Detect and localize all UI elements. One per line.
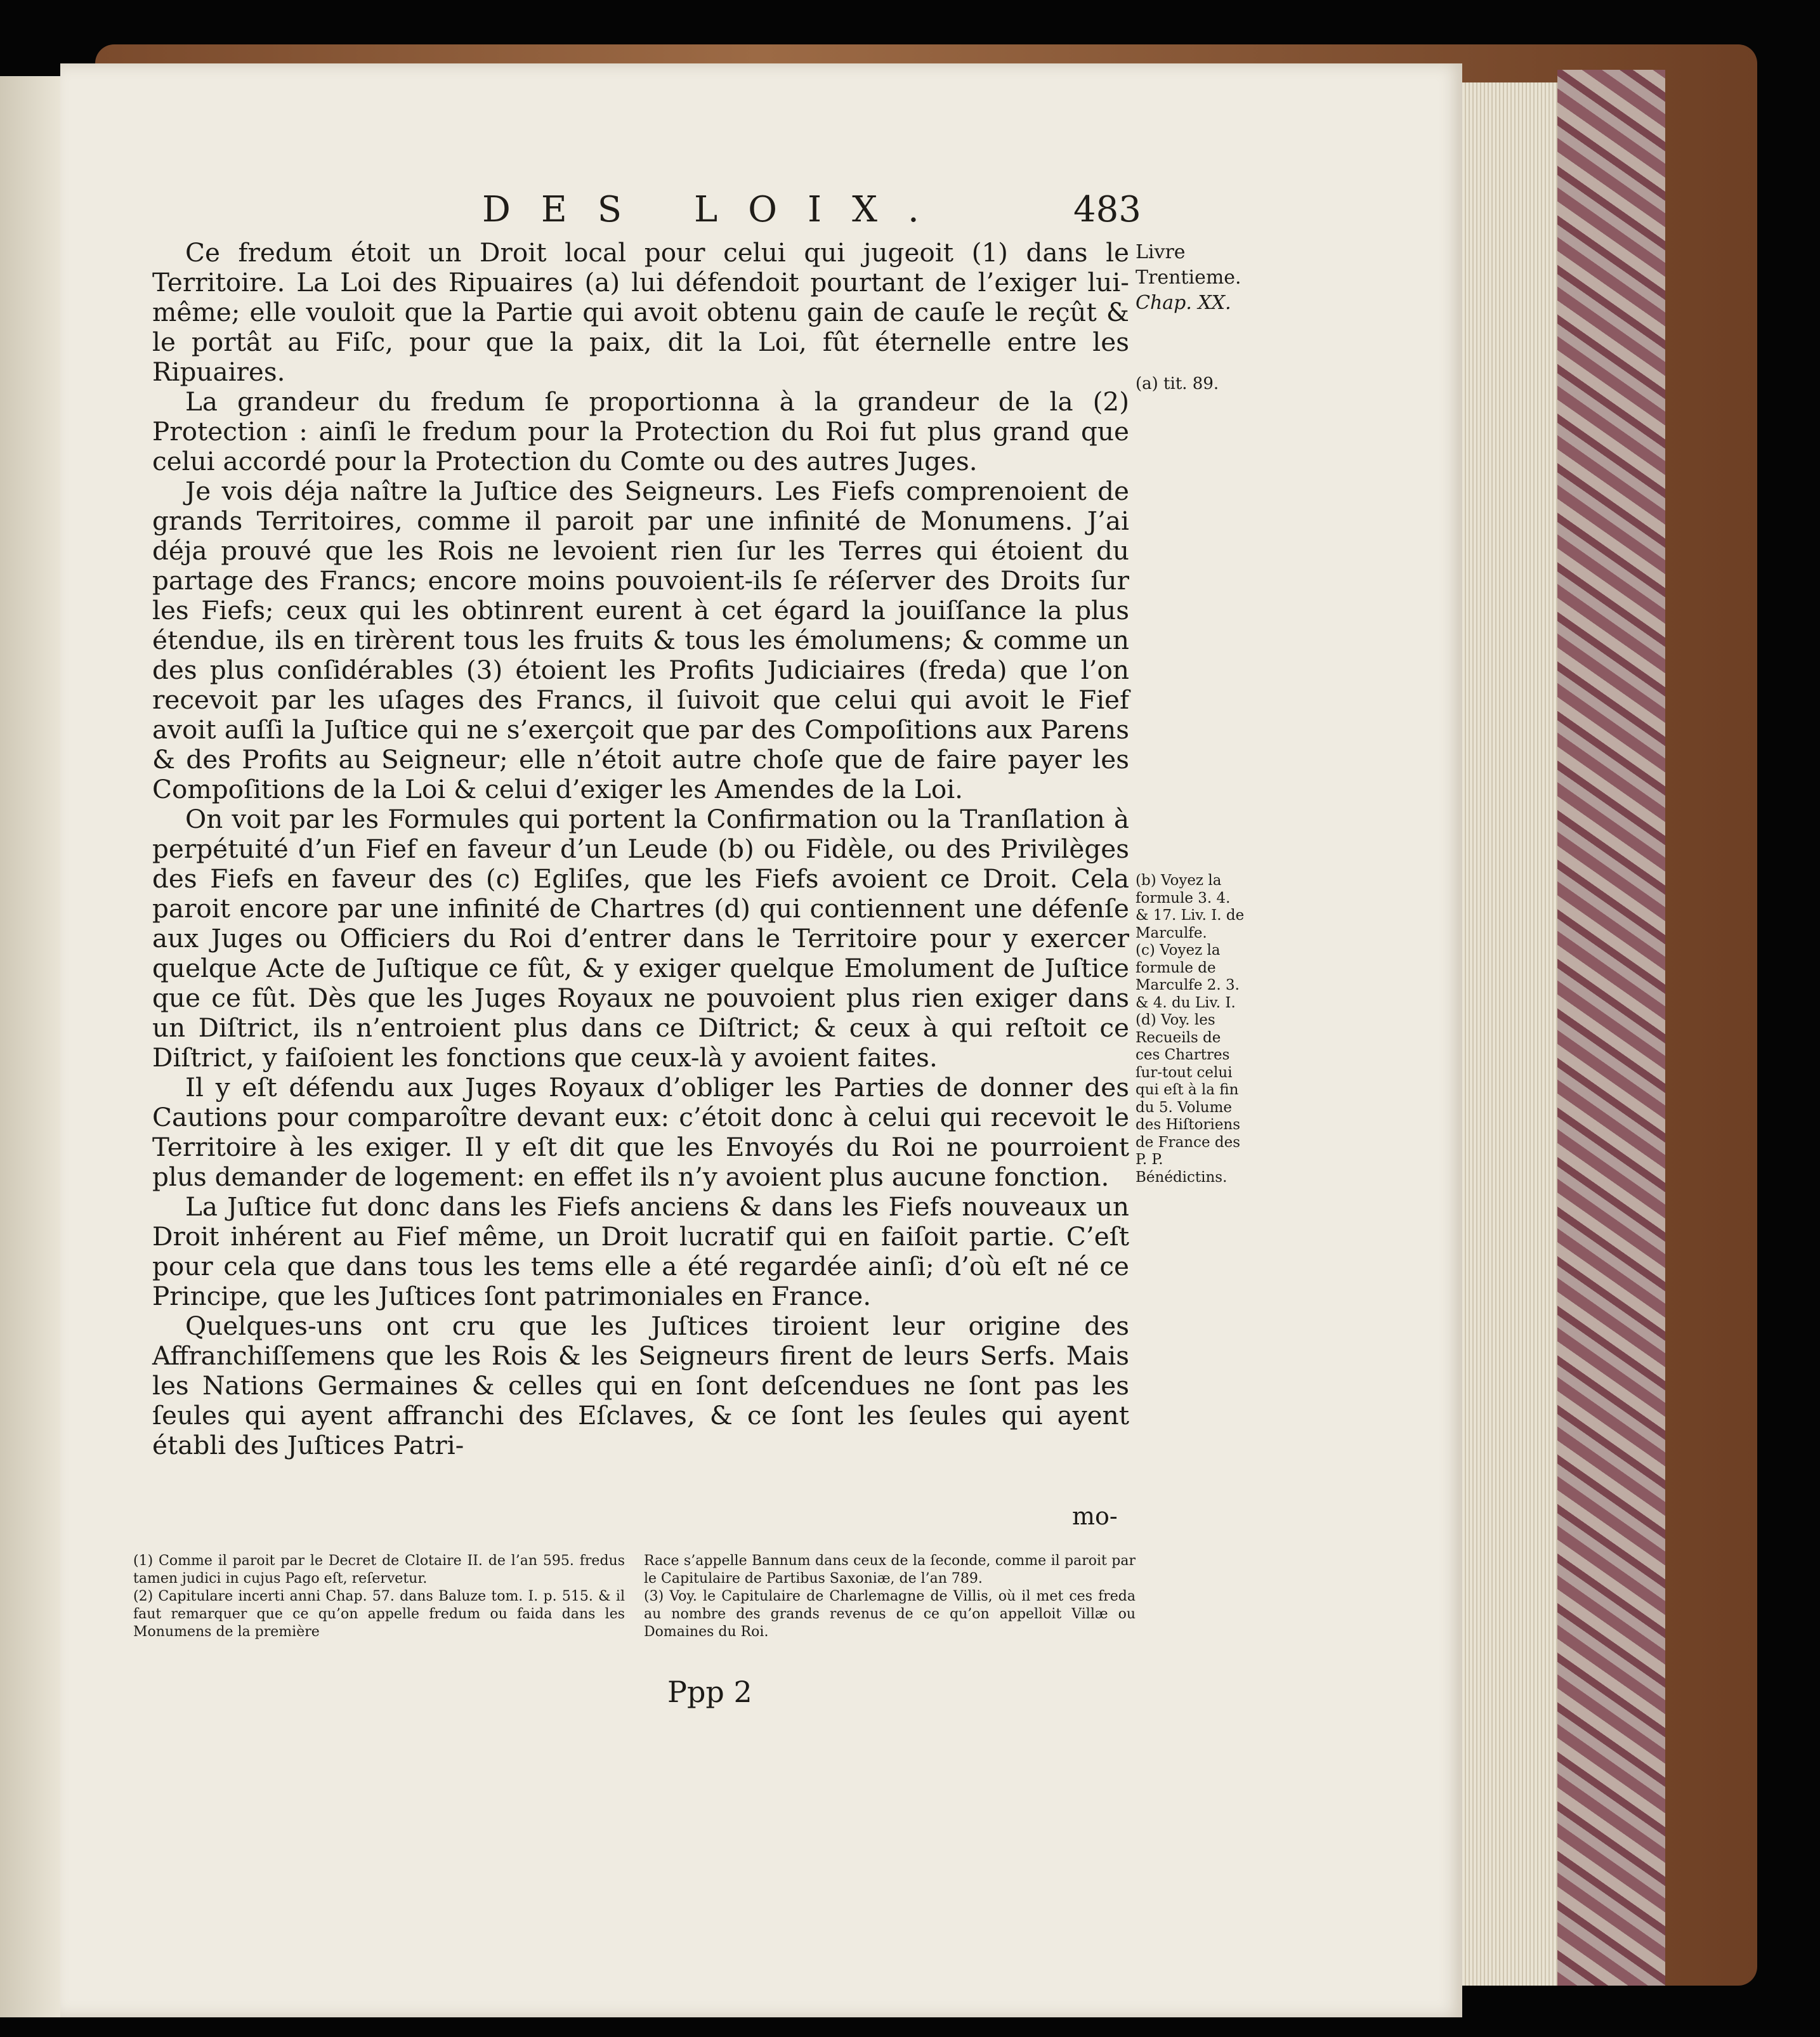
paragraph: Quelques-uns ont cru que les Juſtices tiroient leur origine des Affranchiſſemens que les Rois & les Seigneurs firent de leurs Serfs. Mais les Nations Germaines & celles qui en ſont deſcendues ne ſont pas les ſeules qui ayent affranchi des Eſclaves, & ce ſont les ſeules qui ayent établi des Juſtices Patri- [152,1311,1129,1460]
margin-note: (c) Voyez la formule de Marculfe 2. 3. & 4. du Liv. I. [1136,942,1240,1011]
main-text [152,238,1129,1460]
facing-page-edge [0,76,60,2017]
footnotes-left [133,1552,625,1641]
marbled-endpaper [1557,70,1665,1986]
running-title: DES LOIX. [482,189,950,230]
paragraph: La Juſtice fut donc dans les Fiefs anciens & dans les Fiefs nouveaux un Droit inhérent au Fief même, un Droit lucratif qui en faiſoit partie. C’eſt pour cela que dans tous les tems elle a été regardée ainſi; d’où eſt né ce Principe, que les Juſtices ſont patrimoniales en France. [152,1191,1129,1311]
book-label: Livre Trentieme. [1136,241,1241,289]
page-number: 483 [1073,189,1141,230]
footnotes [133,1552,1136,1641]
catchword: mo- [1072,1502,1118,1530]
footnote: (2) Capitulare incerti anni Chap. 57. dans Baluze tom. I. p. 515. & il faut remarquer que ce qu’on appelle fredum ou faida dans les Monumens de la première [133,1588,625,1640]
footnote: Race s’appelle Bannum dans ceux de la ſeconde, comme il paroit par le Capitulaire de Partibus Saxoniæ, de l’an 789. [644,1553,1136,1587]
chapter-label: Chap. XX. [1136,292,1231,314]
paragraph: Je vois déja naître la Juſtice des Seigneurs. Les Fiefs comprenoient de grands Territoires, comme il paroit par une infinité de Monumens. J’ai déja prouvé que les Rois ne levoient rien ſur les Terres qui étoient du partage des Francs; encore moins pouvoient-ils ſe réſerver des Droits ſur les Fiefs; ceux qui les obtinrent eurent à cet égard la jouiſſance la plus étendue, ils en tirèrent tous les fruits & tous les émolumens; & comme un des plus conſidérables (3) étoient les Profits Judiciaires (freda) que l’on recevoit par les uſages des Francs, il ſuivoit que celui qui avoit le Fief avoit auſſi la Juſtice qui ne s’exerçoit que par des Compoſitions aux Parens & des Profits au Seigneur; elle n’étoit autre choſe que de faire payer les Compoſitions de la Loi & celui d’exiger les Amendes de la Loi. [152,476,1129,804]
margin-notes [1136,872,1247,1186]
paragraph: Ce fredum étoit un Droit local pour celui qui jugeoit (1) dans le Territoire. La Loi des Ripuaires (a) lui défendoit pourtant de l’exiger lui-même; elle vouloit que la Partie qui avoit obtenu gain de cauſe le reçût & le portât au Fiſc, pour que la paix, dit la Loi, fût éternelle entre les Ripuaires. [152,237,1129,387]
margin-note: (b) Voyez la formule 3. 4. & 17. Liv. I. de Marculfe. [1136,872,1245,941]
paragraph: La grandeur du fredum ſe proportionna à la grandeur de la (2) Protection : ainſi le fredum pour la Protection du Roi fut plus grand que celui accordé pour la Protection du Comte ou des autres Juges. [152,386,1129,476]
margin-book-chapter [1136,240,1247,316]
margin-note-a: (a) tit. 89. [1136,374,1219,393]
footnotes-right [644,1552,1136,1641]
paragraph: On voit par les Formules qui portent la Confirmation ou la Tranſlation à perpétuité d’un Fief en faveur d’un Leude (b) ou Fidèle, ou des Privilèges des Fiefs en faveur des (c) Egliſes, que les Fiefs avoient ce Droit. Cela paroit encore par une infinité de Chartres (d) qui contiennent une défenſe aux Juges ou Officiers du Roi d’entrer dans le Territoire pour y exercer quelque Acte de Juſtique ce fût, & y exiger quelque Emolument de Juſtice que ce fût. Dès que les Juges Royaux ne pouvoient plus rien exiger dans un Diſtrict, ils n’entroient plus dans ce Diſtrict; & ceux à qui reſtoit ce Diſtrict, y faiſoient les fonctions que ceux-là y avoient faites. [152,804,1129,1073]
footnote: (1) Comme il paroit par le Decret de Clotaire II. de l’an 595. fredus tamen judici in cujus Pago eſt, reſervetur. [133,1553,625,1587]
paragraph: Il y eſt défendu aux Juges Royaux d’obliger les Parties de donner des Cautions pour comparoître devant eux: c’étoit donc à celui qui recevoit le Territoire à les exiger. Il y eſt dit que les Envoyés du Roi ne pourroient plus demander de logement: en effet ils n’y avoient plus aucune fonction. [152,1072,1129,1192]
footnote: (3) Voy. le Capitulaire de Charlemagne de Villis, où il met ces freda au nombre des grands revenus de ce qu’on appelloit Villæ ou Domaines du Roi. [644,1588,1136,1640]
signature-mark: Ppp 2 [667,1675,752,1709]
page-stack-edge [1462,82,1557,1986]
margin-note: (d) Voy. les Recueils de ces Chartres ſur-tout celui qui eſt à la fin du 5. Volume des Hiſtoriens de France des P. P. Bénédictins. [1136,1012,1241,1186]
